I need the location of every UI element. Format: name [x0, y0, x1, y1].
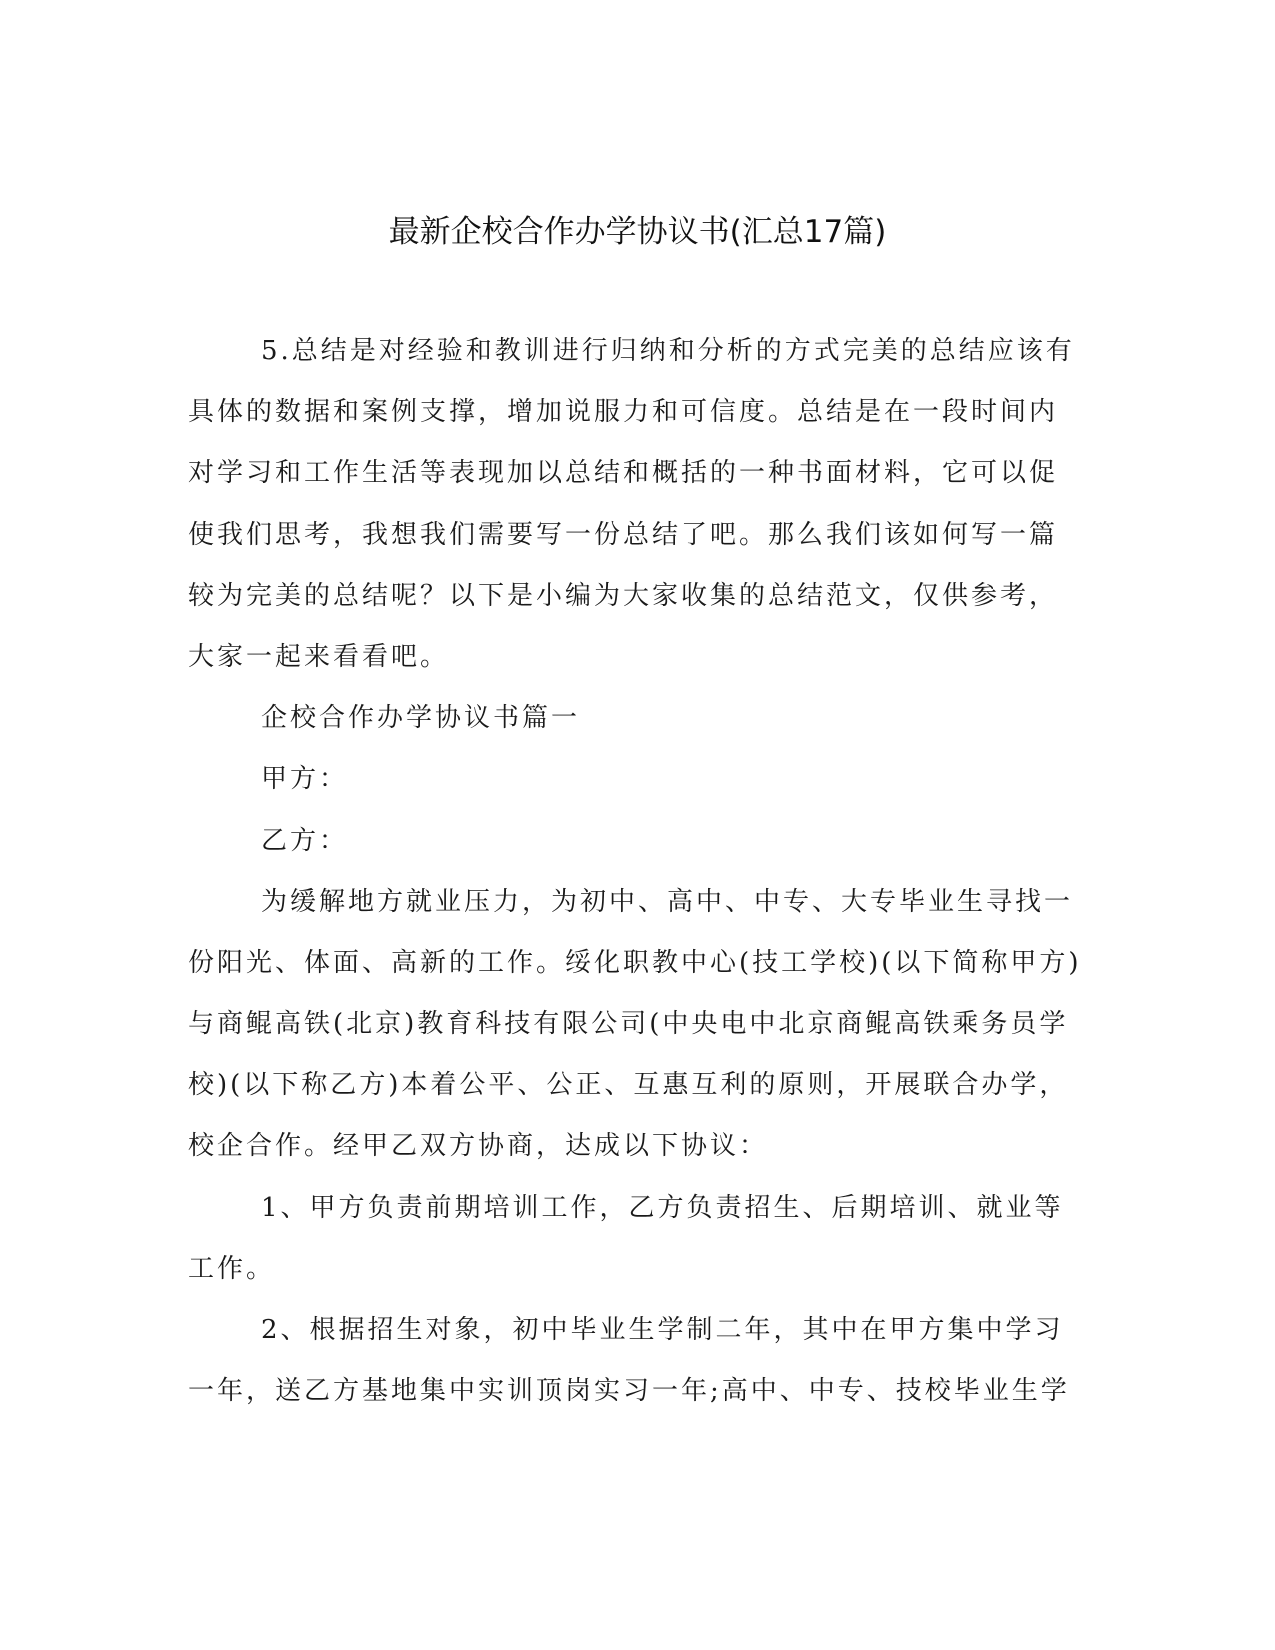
text-line: 为缓解地方就业压力，为初中、高中、中专、大专毕业生寻找一: [261, 886, 1074, 917]
text-line: 具体的数据和案例支撑，增加说服力和可信度。总结是在一段时间内: [188, 397, 1059, 428]
text-line: 对学习和工作生活等表现加以总结和概括的一种书面材料，它可以促: [188, 458, 1059, 489]
clause-1: 1、甲方负责前期培训工作，乙方负责招生、后期培训、就业等: [261, 1192, 1064, 1223]
text-line: 工作。: [188, 1253, 276, 1284]
text-line: 与商鲲高铁(北京)教育科技有限公司(中央电中北京商鲲高铁乘务员学: [188, 1009, 1069, 1040]
text-line: 5.总结是对经验和教训进行归纳和分析的方式完美的总结应该有: [261, 336, 1075, 366]
text-line: 份阳光、体面、高新的工作。绥化职教中心(技工学校)(以下简称甲方): [188, 947, 1082, 978]
document-body: [188, 329, 1082, 1430]
text-line: 校企合作。经甲乙双方协商，达成以下协议：: [188, 1131, 769, 1162]
text-line: 大家一起来看看吧。: [188, 641, 450, 672]
section-heading: 企校合作办学协议书篇一: [261, 703, 581, 734]
party-a-label: 甲方：: [261, 764, 349, 795]
text-line: 较为完美的总结呢？以下是小编为大家收集的总结范文，仅供参考，: [188, 580, 1059, 611]
clause-2: 2、根据招生对象，初中毕业生学制二年，其中在甲方集中学习: [261, 1315, 1064, 1345]
text-line: 校)(以下称乙方)本着公平、公正、互惠互利的原则，开展联合办学，: [188, 1070, 1069, 1101]
text-line: 一年，送乙方基地集中实训顶岗实习一年;高中、中专、技校毕业生学: [188, 1376, 1070, 1407]
party-b-label: 乙方：: [261, 825, 349, 856]
text-line: 使我们思考，我想我们需要写一份总结了吧。那么我们该如何写一篇: [188, 519, 1059, 550]
document-title: 最新企校合作办学协议书(汇总17篇): [388, 214, 887, 250]
